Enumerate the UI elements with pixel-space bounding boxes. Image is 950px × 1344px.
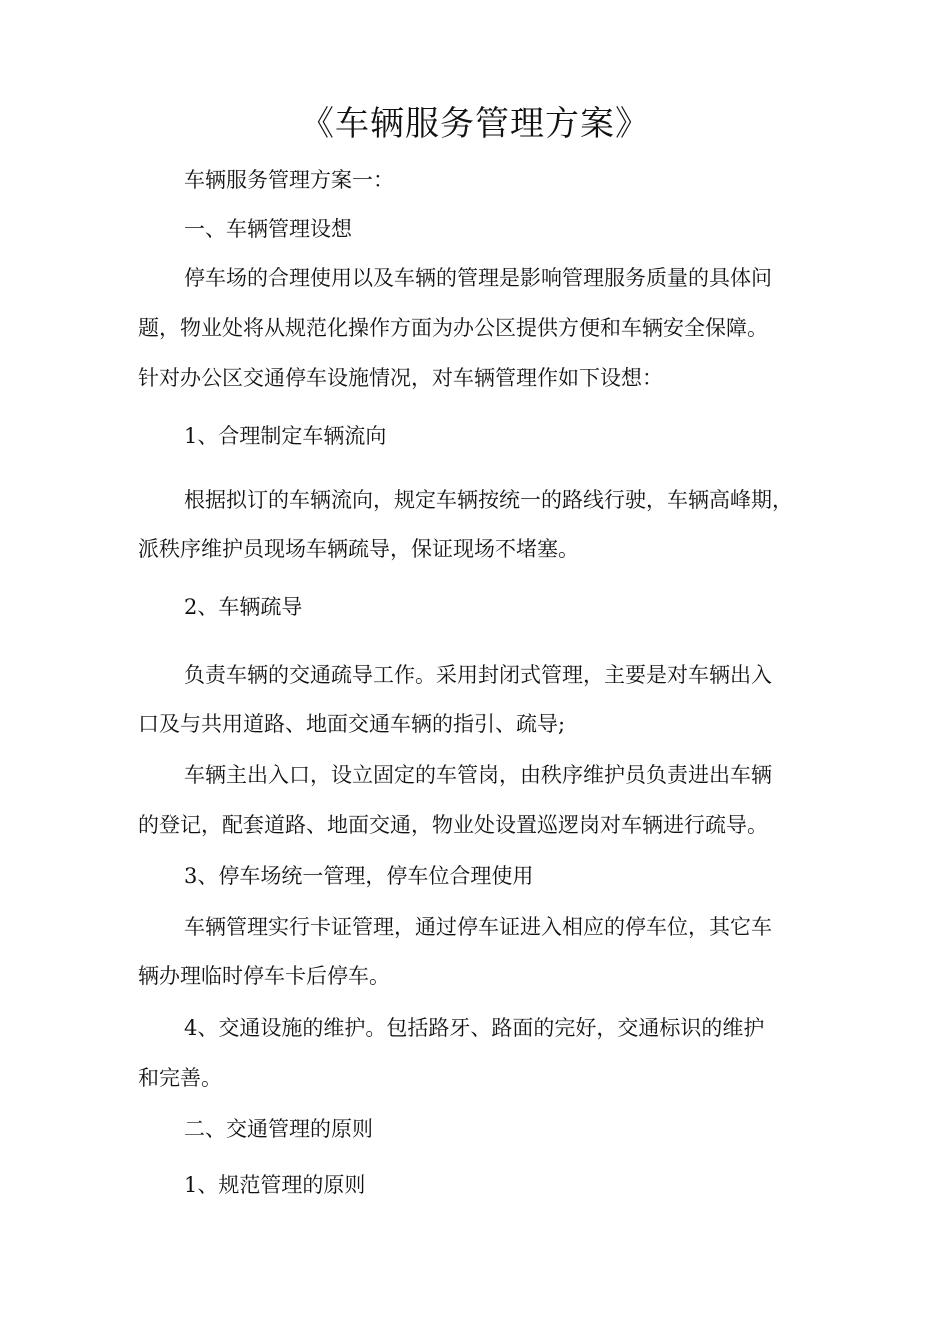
paragraph-5-line-1: 车辆管理实行卡证管理，通过停车证进入相应的停车位，其它车	[184, 915, 772, 939]
item-heading-2: 2、车辆疏导	[184, 595, 303, 619]
paragraph-3-line-1: 负责车辆的交通疏导工作。采用封闭式管理，主要是对车辆出入	[184, 663, 772, 687]
paragraph-1-line-2: 题，物业处将从规范化操作方面为办公区提供方便和车辆安全保障。	[138, 316, 768, 340]
paragraph-3-line-2: 口及与共用道路、地面交通车辆的指引、疏导;	[138, 712, 566, 736]
paragraph-6-line-2: 和完善。	[138, 1066, 222, 1090]
paragraph-2-line-1: 根据拟订的车辆流向，规定车辆按统一的路线行驶，车辆高峰期，	[184, 488, 793, 512]
item-heading-1: 1、合理制定车辆流向	[184, 424, 387, 448]
paragraph-2-line-2: 派秩序维护员现场车辆疏导，保证现场不堵塞。	[138, 537, 579, 561]
section-heading-2: 二、交通管理的原则	[184, 1117, 373, 1141]
paragraph-1-line-1: 停车场的合理使用以及车辆的管理是影响管理服务质量的具体问	[184, 266, 772, 290]
intro-line: 车辆服务管理方案一：	[184, 168, 394, 192]
item-heading-2-1: 1、规范管理的原则	[184, 1173, 366, 1197]
paragraph-4-line-1: 车辆主出入口，设立固定的车管岗，由秩序维护员负责进出车辆	[184, 763, 772, 787]
paragraph-4-line-2: 的登记，配套道路、地面交通，物业处设置巡逻岗对车辆进行疏导。	[138, 813, 768, 837]
paragraph-5-line-2: 辆办理临时停车卡后停车。	[138, 964, 390, 988]
paragraph-1-line-3: 针对办公区交通停车设施情况，对车辆管理作如下设想：	[138, 366, 663, 390]
section-heading-1: 一、车辆管理设想	[184, 217, 352, 241]
document-title: 《车辆服务管理方案》	[300, 104, 650, 144]
paragraph-6-line-1: 4、交通设施的维护。包括路牙、路面的完好，交通标识的维护	[184, 1016, 765, 1040]
item-heading-3: 3、停车场统一管理，停车位合理使用	[184, 864, 534, 888]
